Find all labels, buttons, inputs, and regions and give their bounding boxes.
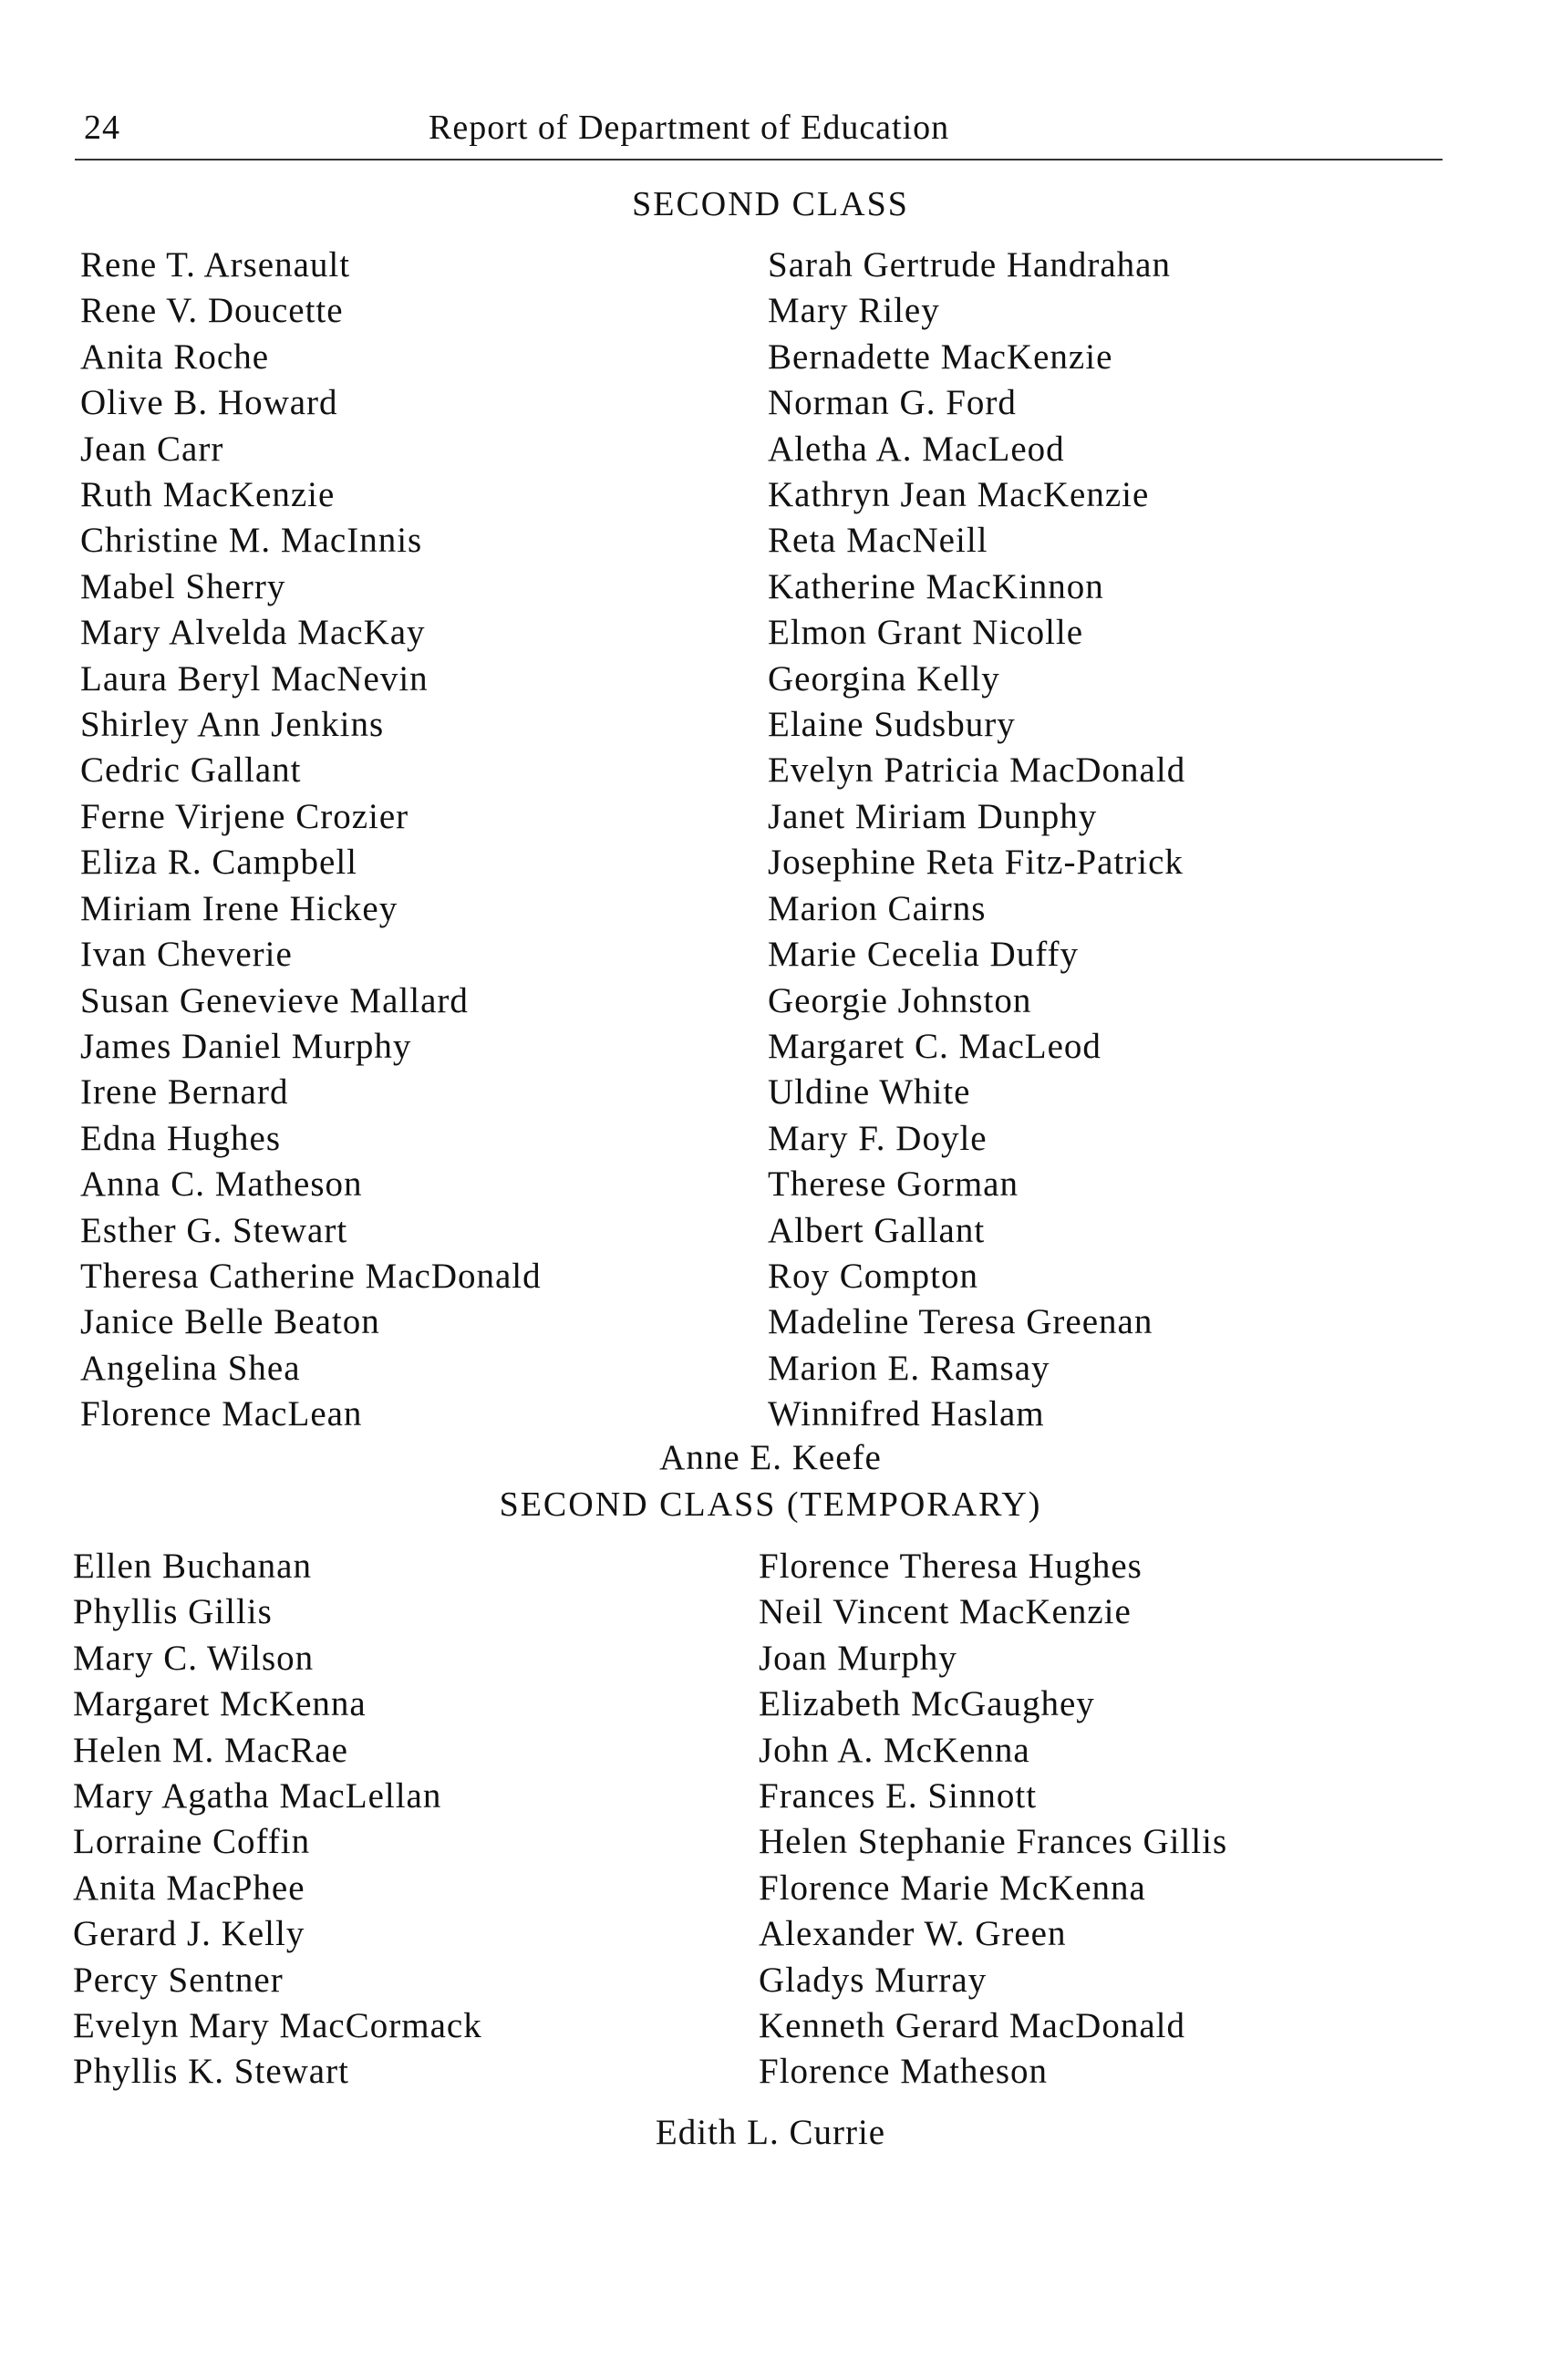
list-item: Georgina Kelly — [768, 658, 1000, 698]
list-item: Margaret C. MacLeod — [768, 1026, 1101, 1066]
list-item: Therese Gorman — [768, 1164, 1019, 1205]
centered-name: Anne E. Keefe — [659, 1438, 882, 1477]
list-item: Anita Roche — [80, 336, 270, 377]
list-item: Florence Matheson — [759, 2052, 1049, 2092]
list-item: Ellen Buchanan — [73, 1547, 312, 1586]
list-item: Frances E. Sinnott — [759, 1776, 1038, 1816]
list-item: Norman G. Ford — [768, 383, 1017, 423]
list-item: Susan Genevieve Mallard — [80, 980, 469, 1020]
list-item: Esther G. Stewart — [80, 1210, 348, 1250]
list-item: Reta MacNeill — [768, 521, 988, 561]
section-heading-second-class: SECOND CLASS — [632, 185, 909, 223]
list-item: Neil Vincent MacKenzie — [759, 1592, 1132, 1632]
centered-name: Edith L. Currie — [655, 2113, 886, 2152]
list-item: John A. McKenna — [759, 1730, 1030, 1770]
page-number: 24 — [84, 109, 120, 147]
list-item: Rene V. Doucette — [80, 291, 344, 331]
list-item: Florence MacLean — [80, 1394, 363, 1434]
list-item: Gerard J. Kelly — [73, 1914, 305, 1954]
name-list-left — [80, 243, 542, 1438]
list-item: Elizabeth McGaughey — [759, 1684, 1095, 1724]
list-item: Anita MacPhee — [73, 1868, 305, 1908]
list-item: Katherine MacKinnon — [768, 566, 1104, 606]
list-item: Margaret McKenna — [73, 1684, 367, 1724]
list-item: Florence Theresa Hughes — [759, 1547, 1143, 1586]
name-list-left — [73, 1544, 482, 2095]
list-item: Madeline Teresa Greenan — [768, 1302, 1153, 1342]
list-item: Irene Bernard — [80, 1072, 289, 1112]
list-item: Janice Belle Beaton — [80, 1302, 380, 1342]
name-list-right — [768, 243, 1185, 1438]
list-item: Sarah Gertrude Handrahan — [768, 245, 1171, 285]
list-item: Mary Alvelda MacKay — [80, 613, 426, 653]
list-item: Phyllis K. Stewart — [73, 2052, 349, 2092]
list-item: Gladys Murray — [759, 1960, 988, 2000]
list-item: Janet Miriam Dunphy — [768, 796, 1098, 836]
list-item: Percy Sentner — [73, 1960, 284, 2000]
list-item: Christine M. MacInnis — [80, 521, 423, 561]
list-item: Uldine White — [768, 1072, 971, 1112]
list-item: Anna C. Matheson — [80, 1164, 363, 1205]
list-item: Josephine Reta Fitz-Patrick — [768, 843, 1184, 883]
list-item: Olive B. Howard — [80, 383, 338, 423]
list-item: Mary Agatha MacLellan — [73, 1776, 442, 1816]
list-item: Marion Cairns — [768, 888, 987, 928]
list-item: Cedric Gallant — [80, 750, 302, 791]
section-heading-second-class-temporary: SECOND CLASS (TEMPORARY) — [499, 1485, 1042, 1524]
list-item: Mary F. Doyle — [768, 1118, 988, 1158]
list-item: Ivan Cheverie — [80, 935, 293, 975]
list-item: Georgie Johnston — [768, 980, 1032, 1020]
list-item: Edna Hughes — [80, 1118, 282, 1158]
list-item: Aletha A. MacLeod — [768, 429, 1065, 469]
list-item: Albert Gallant — [768, 1210, 986, 1250]
list-item: Elaine Sudsbury — [768, 705, 1016, 745]
name-list-right — [759, 1544, 1227, 2095]
list-item: Ruth MacKenzie — [80, 475, 336, 515]
list-item: Jean Carr — [80, 429, 224, 469]
list-item: Rene T. Arsenault — [80, 245, 351, 285]
list-item: Miriam Irene Hickey — [80, 888, 398, 928]
list-item: Florence Marie McKenna — [759, 1868, 1146, 1908]
list-item: Eliza R. Campbell — [80, 843, 358, 883]
list-item: Evelyn Mary MacCormack — [73, 2006, 482, 2046]
list-item: Marie Cecelia Duffy — [768, 935, 1079, 975]
list-item: Theresa Catherine MacDonald — [80, 1256, 542, 1296]
list-item: Mary C. Wilson — [73, 1638, 315, 1678]
list-item: Phyllis Gillis — [73, 1592, 273, 1632]
list-item: Helen M. MacRae — [73, 1730, 348, 1770]
list-item: Evelyn Patricia MacDonald — [768, 750, 1186, 791]
list-item: Helen Stephanie Frances Gillis — [759, 1822, 1228, 1862]
list-item: Elmon Grant Nicolle — [768, 613, 1084, 653]
list-item: Alexander W. Green — [759, 1914, 1067, 1954]
list-item: Ferne Virjene Crozier — [80, 796, 409, 836]
list-item: Marion E. Ramsay — [768, 1348, 1050, 1388]
list-item: Shirley Ann Jenkins — [80, 705, 385, 745]
list-item: Angelina Shea — [80, 1348, 301, 1388]
list-item: Kathryn Jean MacKenzie — [768, 475, 1150, 515]
list-item: Roy Compton — [768, 1256, 978, 1296]
list-item: Lorraine Coffin — [73, 1822, 311, 1862]
list-item: Winnifred Haslam — [768, 1394, 1045, 1434]
list-item: Joan Murphy — [759, 1638, 957, 1678]
list-item: Bernadette MacKenzie — [768, 336, 1113, 377]
list-item: Laura Beryl MacNevin — [80, 658, 429, 698]
list-item: Mary Riley — [768, 291, 940, 331]
list-item: Kenneth Gerard MacDonald — [759, 2006, 1185, 2046]
running-title: Report of Department of Education — [429, 109, 950, 147]
list-item: James Daniel Murphy — [80, 1026, 412, 1066]
page-header — [75, 108, 1443, 159]
header-rule — [75, 159, 1443, 160]
list-item: Mabel Sherry — [80, 566, 286, 606]
